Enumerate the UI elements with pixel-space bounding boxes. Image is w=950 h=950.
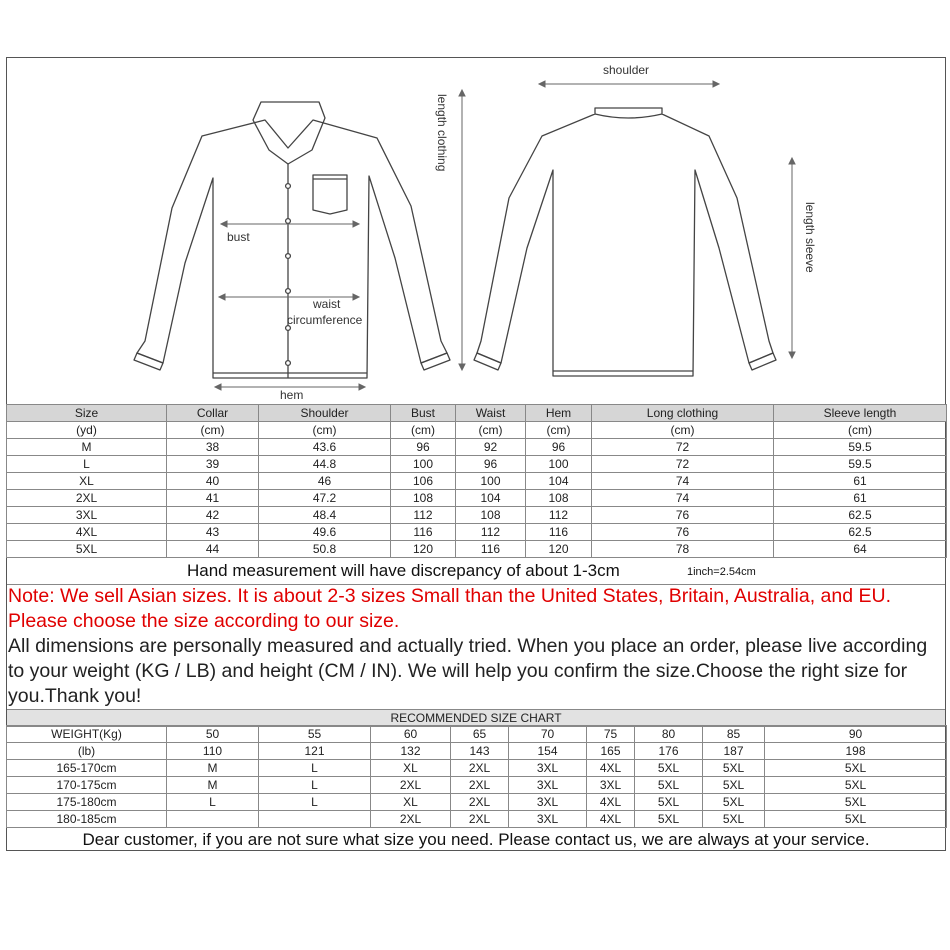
table-cell: 3XL [509,794,587,811]
table-cell: 176 [635,743,703,760]
table-cell: 2XL [451,794,509,811]
table-cell: 104 [526,473,592,490]
table-cell: 4XL [587,811,635,828]
table-cell: 180-185cm [7,811,167,828]
back-shirt-body [477,108,773,376]
table-cell: 96 [526,439,592,456]
table-cell: 2XL [7,490,167,507]
table-cell: 3XL [509,811,587,828]
table-cell: (cm) [391,422,456,439]
table-cell: 2XL [371,777,451,794]
table-cell: 70 [509,726,587,743]
table-cell: 5XL [703,794,765,811]
table-row [7,422,947,439]
table-cell: 2XL [451,760,509,777]
table-cell: 43 [167,524,259,541]
table-cell: 116 [526,524,592,541]
waist-label: waist [313,297,341,311]
table-cell: 121 [259,743,371,760]
table-cell: 4XL [7,524,167,541]
table-cell: 100 [526,456,592,473]
table-cell: 76 [592,507,774,524]
table-row [7,743,947,760]
table-cell: (cm) [167,422,259,439]
table-cell: 80 [635,726,703,743]
warning-line-2: Please choose the size according to our size. [8,610,400,632]
table-cell: (yd) [7,422,167,439]
table-cell: 78 [592,541,774,558]
table-cell: Collar [167,405,259,422]
table-cell: 49.6 [259,524,391,541]
table-cell: 75 [587,726,635,743]
table-cell: 90 [765,726,947,743]
recommended-chart-title: RECOMMENDED SIZE CHART [7,709,945,727]
table-cell: (cm) [774,422,947,439]
hem-label: hem [280,388,304,402]
table-cell: 112 [456,524,526,541]
table-cell: Shoulder [259,405,391,422]
table-cell: XL [371,794,451,811]
table-cell: 44 [167,541,259,558]
table-cell: Long clothing [592,405,774,422]
table-cell: 96 [391,439,456,456]
table-cell: 5XL [635,760,703,777]
table-cell: 59.5 [774,439,947,456]
table-cell: 61 [774,473,947,490]
table-cell: 5XL [765,794,947,811]
table-cell: 5XL [635,811,703,828]
table-cell: 116 [391,524,456,541]
table-cell: 3XL [509,777,587,794]
table-cell: 3XL [7,507,167,524]
table-cell: L [167,794,259,811]
table-cell: 2XL [451,777,509,794]
table-cell: M [7,439,167,456]
table-row [7,541,947,558]
table-cell: 5XL [703,760,765,777]
table-cell: 165 [587,743,635,760]
table-cell: 106 [391,473,456,490]
table-cell: 38 [167,439,259,456]
front-shirt-body [137,120,447,378]
table-cell: (cm) [456,422,526,439]
table-cell: 170-175cm [7,777,167,794]
table-cell: (cm) [526,422,592,439]
table-cell: 5XL [7,541,167,558]
table-row [7,473,947,490]
table-cell: (cm) [259,422,391,439]
measurement-note: Hand measurement will have discrepancy of about 1-3cm [187,561,620,580]
table-cell: (cm) [592,422,774,439]
table-cell: 4XL [587,794,635,811]
table-cell: 60 [371,726,451,743]
size-description: All dimensions are personally measured and actually tried. When you place an order, please live according to your weight (KG / LB) and height (CM / IN). We will help you confirm the size.Choose the right size for you.Thank you! [8,635,928,707]
front-shirt-collar [253,102,325,164]
table-cell: 3XL [509,760,587,777]
table-cell: 40 [167,473,259,490]
table-cell: 41 [167,490,259,507]
table-row [7,811,947,828]
table-cell: 5XL [765,760,947,777]
table-cell: Hem [526,405,592,422]
table-cell: Bust [391,405,456,422]
table-row [7,524,947,541]
table-row [7,456,947,473]
table-cell: 55 [259,726,371,743]
table-cell: Size [7,405,167,422]
table-cell: 74 [592,473,774,490]
size-chart-sheet [6,57,946,851]
table-cell: 47.2 [259,490,391,507]
front-shirt-pocket [313,175,347,214]
table-cell: (lb) [7,743,167,760]
circumference-label: circumference [287,313,363,327]
table-cell: 2XL [371,811,451,828]
table-cell: 108 [526,490,592,507]
table-cell: 104 [456,490,526,507]
table-cell: 72 [592,439,774,456]
table-cell: 74 [592,490,774,507]
table-cell: 65 [451,726,509,743]
table-cell: 5XL [765,811,947,828]
table-cell: 5XL [765,777,947,794]
table-row [7,439,947,456]
table-row [7,726,947,743]
table-cell: 85 [703,726,765,743]
table-cell: 46 [259,473,391,490]
garment-diagrams [7,58,945,404]
table-cell: 120 [391,541,456,558]
table-cell: 108 [456,507,526,524]
table-cell: 154 [509,743,587,760]
table-cell: 42 [167,507,259,524]
table-cell: 198 [765,743,947,760]
table-cell: 39 [167,456,259,473]
table-cell: 2XL [451,811,509,828]
table-cell: 143 [451,743,509,760]
table-cell: 43.6 [259,439,391,456]
table-row [7,760,947,777]
table-cell: L [259,760,371,777]
table-cell: 61 [774,490,947,507]
table-cell [259,811,371,828]
table-row [7,794,947,811]
table-cell: XL [7,473,167,490]
warning-line-1: Note: We sell Asian sizes. It is about 2-3 sizes Small than the United States, Britain, Australia, and EU. [8,585,891,607]
table-cell: 112 [526,507,592,524]
table-cell: L [259,794,371,811]
table-cell: 5XL [703,811,765,828]
table-cell: Waist [456,405,526,422]
recommended-size-table [6,725,947,828]
table-cell: 187 [703,743,765,760]
table-cell: 100 [391,456,456,473]
table-cell: 108 [391,490,456,507]
asian-size-warning [8,584,944,634]
table-cell: L [259,777,371,794]
table-cell: 165-170cm [7,760,167,777]
table-row [7,490,947,507]
table-cell: 76 [592,524,774,541]
contact-footer: Dear customer, if you are not sure what size you need. Please contact us, we are always at your service. [82,830,870,849]
table-cell: 5XL [703,777,765,794]
table-cell: Sleeve length [774,405,947,422]
shoulder-label: shoulder [603,63,650,77]
measurement-note-row [7,560,945,585]
table-cell: 5XL [635,794,703,811]
table-cell: 116 [456,541,526,558]
table-cell: 59.5 [774,456,947,473]
table-cell: 92 [456,439,526,456]
table-cell: 64 [774,541,947,558]
table-cell: 120 [526,541,592,558]
table-cell: 132 [371,743,451,760]
table-row [7,777,947,794]
table-cell: M [167,777,259,794]
table-cell: 62.5 [774,507,947,524]
table-cell: 5XL [635,777,703,794]
table-cell: 96 [456,456,526,473]
length-clothing-label: length clothing [435,94,449,172]
table-cell: XL [371,760,451,777]
table-cell: 44.8 [259,456,391,473]
inch-note: 1inch=2.54cm [687,566,756,578]
table-cell: 3XL [587,777,635,794]
table-cell: 100 [456,473,526,490]
table-cell: 112 [391,507,456,524]
size-table [6,404,947,558]
table-cell: WEIGHT(Kg) [7,726,167,743]
table-row [7,405,947,422]
table-cell [167,811,259,828]
table-cell: 175-180cm [7,794,167,811]
table-cell: M [167,760,259,777]
table-cell: 72 [592,456,774,473]
table-row [7,507,947,524]
table-cell: 50 [167,726,259,743]
table-cell: 110 [167,743,259,760]
table-cell: 50.8 [259,541,391,558]
table-cell: 4XL [587,760,635,777]
table-cell: 48.4 [259,507,391,524]
bust-label: bust [227,230,250,244]
table-cell: 62.5 [774,524,947,541]
table-cell: L [7,456,167,473]
length-sleeve-label: length sleeve [803,202,817,273]
